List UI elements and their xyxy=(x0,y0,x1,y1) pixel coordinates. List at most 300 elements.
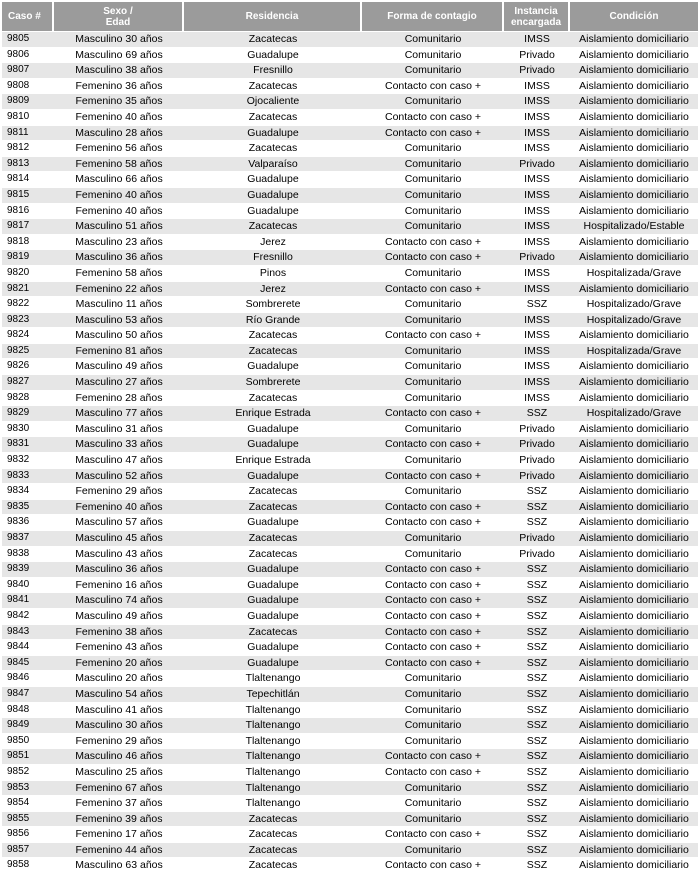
cell-condicion: Aislamiento domiciliario xyxy=(570,734,698,749)
cell-residencia: Guadalupe xyxy=(184,469,362,484)
cell-forma-contagio: Contacto con caso + xyxy=(362,609,504,624)
cell-instancia: SSZ xyxy=(504,609,570,624)
cell-caso: 9858 xyxy=(2,858,54,873)
cell-sexo-edad: Femenino 38 años xyxy=(54,625,184,640)
cell-residencia: Zacatecas xyxy=(184,827,362,842)
table-row xyxy=(2,718,698,733)
cell-condicion: Hospitalizada/Grave xyxy=(570,266,698,281)
table-row xyxy=(2,63,698,78)
cell-caso: 9825 xyxy=(2,344,54,359)
cell-instancia: Privado xyxy=(504,453,570,468)
cell-sexo-edad: Femenino 20 años xyxy=(54,656,184,671)
cell-condicion: Hospitalizado/Grave xyxy=(570,406,698,421)
cell-residencia: Tlaltenango xyxy=(184,749,362,764)
cell-condicion: Aislamiento domiciliario xyxy=(570,453,698,468)
cell-residencia: Tlaltenango xyxy=(184,796,362,811)
cell-residencia: Valparaíso xyxy=(184,157,362,172)
cell-caso: 9832 xyxy=(2,453,54,468)
cell-caso: 9841 xyxy=(2,593,54,608)
cell-instancia: Privado xyxy=(504,547,570,562)
cell-sexo-edad: Masculino 66 años xyxy=(54,172,184,187)
cell-condicion: Aislamiento domiciliario xyxy=(570,484,698,499)
cell-forma-contagio: Contacto con caso + xyxy=(362,110,504,125)
cell-sexo-edad: Femenino 40 años xyxy=(54,500,184,515)
cell-forma-contagio: Contacto con caso + xyxy=(362,235,504,250)
cell-forma-contagio: Contacto con caso + xyxy=(362,656,504,671)
cell-caso: 9805 xyxy=(2,32,54,47)
table-row xyxy=(2,671,698,686)
table-row xyxy=(2,313,698,328)
table-row xyxy=(2,359,698,374)
cell-sexo-edad: Femenino 58 años xyxy=(54,266,184,281)
cell-residencia: Sombrerete xyxy=(184,375,362,390)
cell-residencia: Guadalupe xyxy=(184,48,362,63)
cell-instancia: SSZ xyxy=(504,858,570,873)
cell-caso: 9836 xyxy=(2,515,54,530)
table-row xyxy=(2,172,698,187)
cell-condicion: Aislamiento domiciliario xyxy=(570,703,698,718)
cell-forma-contagio: Contacto con caso + xyxy=(362,406,504,421)
table-row xyxy=(2,79,698,94)
cell-caso: 9846 xyxy=(2,671,54,686)
cell-forma-contagio: Comunitario xyxy=(362,671,504,686)
cell-caso: 9839 xyxy=(2,562,54,577)
cell-forma-contagio: Comunitario xyxy=(362,188,504,203)
table-row xyxy=(2,593,698,608)
cell-sexo-edad: Masculino 27 años xyxy=(54,375,184,390)
table-row xyxy=(2,437,698,452)
cell-sexo-edad: Femenino 40 años xyxy=(54,204,184,219)
cell-condicion: Aislamiento domiciliario xyxy=(570,79,698,94)
cell-instancia: SSZ xyxy=(504,640,570,655)
cell-forma-contagio: Comunitario xyxy=(362,344,504,359)
cell-instancia: IMSS xyxy=(504,110,570,125)
cell-forma-contagio: Comunitario xyxy=(362,843,504,858)
cell-sexo-edad: Masculino 11 años xyxy=(54,297,184,312)
cell-residencia: Zacatecas xyxy=(184,547,362,562)
cell-residencia: Zacatecas xyxy=(184,32,362,47)
cell-forma-contagio: Comunitario xyxy=(362,718,504,733)
cell-caso: 9818 xyxy=(2,235,54,250)
cell-sexo-edad: Masculino 30 años xyxy=(54,718,184,733)
cell-forma-contagio: Comunitario xyxy=(362,172,504,187)
cell-sexo-edad: Femenino 17 años xyxy=(54,827,184,842)
cell-forma-contagio: Contacto con caso + xyxy=(362,858,504,873)
cell-condicion: Aislamiento domiciliario xyxy=(570,812,698,827)
table-row xyxy=(2,656,698,671)
cell-sexo-edad: Femenino 16 años xyxy=(54,578,184,593)
cell-sexo-edad: Masculino 41 años xyxy=(54,703,184,718)
cell-caso: 9830 xyxy=(2,422,54,437)
cell-residencia: Tlaltenango xyxy=(184,671,362,686)
cell-condicion: Aislamiento domiciliario xyxy=(570,110,698,125)
cell-residencia: Guadalupe xyxy=(184,359,362,374)
cell-condicion: Aislamiento domiciliario xyxy=(570,609,698,624)
cell-caso: 9811 xyxy=(2,126,54,141)
cell-sexo-edad: Masculino 51 años xyxy=(54,219,184,234)
cell-caso: 9828 xyxy=(2,391,54,406)
table-row xyxy=(2,858,698,873)
cell-caso: 9856 xyxy=(2,827,54,842)
cell-caso: 9817 xyxy=(2,219,54,234)
cell-instancia: SSZ xyxy=(504,734,570,749)
header-instancia-label: Instancia xyxy=(514,5,558,17)
cell-instancia: Privado xyxy=(504,531,570,546)
table-row xyxy=(2,827,698,842)
cell-caso: 9826 xyxy=(2,359,54,374)
cell-forma-contagio: Comunitario xyxy=(362,734,504,749)
cell-condicion: Hospitalizado/Estable xyxy=(570,219,698,234)
cell-caso: 9814 xyxy=(2,172,54,187)
table-row xyxy=(2,344,698,359)
cell-instancia: IMSS xyxy=(504,141,570,156)
cell-instancia: IMSS xyxy=(504,375,570,390)
cell-caso: 9833 xyxy=(2,469,54,484)
cell-sexo-edad: Masculino 46 años xyxy=(54,749,184,764)
cell-residencia: Zacatecas xyxy=(184,531,362,546)
cell-forma-contagio: Comunitario xyxy=(362,422,504,437)
cell-forma-contagio: Comunitario xyxy=(362,531,504,546)
cell-forma-contagio: Contacto con caso + xyxy=(362,515,504,530)
table-row xyxy=(2,781,698,796)
header-encargada-label: encargada xyxy=(510,16,562,28)
cell-sexo-edad: Masculino 49 años xyxy=(54,359,184,374)
table-row xyxy=(2,375,698,390)
cell-instancia: IMSS xyxy=(504,79,570,94)
table-row xyxy=(2,812,698,827)
cell-forma-contagio: Comunitario xyxy=(362,32,504,47)
table-row xyxy=(2,625,698,640)
cell-residencia: Río Grande xyxy=(184,313,362,328)
cell-instancia: SSZ xyxy=(504,843,570,858)
table-row xyxy=(2,204,698,219)
table-row xyxy=(2,531,698,546)
cell-forma-contagio: Comunitario xyxy=(362,781,504,796)
cell-caso: 9815 xyxy=(2,188,54,203)
cell-caso: 9848 xyxy=(2,703,54,718)
cell-instancia: IMSS xyxy=(504,313,570,328)
cell-condicion: Aislamiento domiciliario xyxy=(570,375,698,390)
cell-sexo-edad: Masculino 49 años xyxy=(54,609,184,624)
table-row xyxy=(2,765,698,780)
cell-residencia: Jerez xyxy=(184,282,362,297)
table-row xyxy=(2,188,698,203)
cell-sexo-edad: Femenino 37 años xyxy=(54,796,184,811)
cell-instancia: SSZ xyxy=(504,656,570,671)
cell-residencia: Zacatecas xyxy=(184,484,362,499)
header-forma-contagio: Forma de contagio xyxy=(362,2,504,31)
cell-forma-contagio: Contacto con caso + xyxy=(362,749,504,764)
cell-caso: 9812 xyxy=(2,141,54,156)
cell-caso: 9851 xyxy=(2,749,54,764)
cell-sexo-edad: Femenino 36 años xyxy=(54,79,184,94)
cell-residencia: Zacatecas xyxy=(184,391,362,406)
header-condicion: Condición xyxy=(570,2,698,31)
cell-residencia: Ojocaliente xyxy=(184,94,362,109)
table-row xyxy=(2,515,698,530)
cell-forma-contagio: Comunitario xyxy=(362,796,504,811)
cell-sexo-edad: Masculino 69 años xyxy=(54,48,184,63)
cell-residencia: Guadalupe xyxy=(184,640,362,655)
cell-residencia: Guadalupe xyxy=(184,188,362,203)
cell-instancia: SSZ xyxy=(504,749,570,764)
cell-forma-contagio: Contacto con caso + xyxy=(362,578,504,593)
cell-residencia: Zacatecas xyxy=(184,219,362,234)
table-body xyxy=(2,32,698,873)
cell-condicion: Aislamiento domiciliario xyxy=(570,671,698,686)
cell-condicion: Aislamiento domiciliario xyxy=(570,235,698,250)
cell-caso: 9847 xyxy=(2,687,54,702)
cell-instancia: IMSS xyxy=(504,328,570,343)
cell-forma-contagio: Comunitario xyxy=(362,266,504,281)
cell-caso: 9853 xyxy=(2,781,54,796)
cell-forma-contagio: Contacto con caso + xyxy=(362,593,504,608)
cell-sexo-edad: Masculino 43 años xyxy=(54,547,184,562)
cell-residencia: Guadalupe xyxy=(184,437,362,452)
cell-residencia: Guadalupe xyxy=(184,126,362,141)
cell-caso: 9834 xyxy=(2,484,54,499)
cell-instancia: IMSS xyxy=(504,344,570,359)
cell-forma-contagio: Contacto con caso + xyxy=(362,437,504,452)
cell-instancia: IMSS xyxy=(504,32,570,47)
cell-condicion: Aislamiento domiciliario xyxy=(570,359,698,374)
table-row xyxy=(2,297,698,312)
cell-condicion: Aislamiento domiciliario xyxy=(570,843,698,858)
cell-instancia: SSZ xyxy=(504,703,570,718)
cell-condicion: Aislamiento domiciliario xyxy=(570,687,698,702)
cell-instancia: SSZ xyxy=(504,718,570,733)
cell-residencia: Zacatecas xyxy=(184,812,362,827)
cell-condicion: Aislamiento domiciliario xyxy=(570,141,698,156)
cell-instancia: SSZ xyxy=(504,515,570,530)
cell-instancia: SSZ xyxy=(504,796,570,811)
cell-sexo-edad: Femenino 40 años xyxy=(54,188,184,203)
cell-residencia: Tlaltenango xyxy=(184,765,362,780)
cell-caso: 9813 xyxy=(2,157,54,172)
cell-caso: 9850 xyxy=(2,734,54,749)
cell-caso: 9844 xyxy=(2,640,54,655)
cell-forma-contagio: Contacto con caso + xyxy=(362,469,504,484)
cell-residencia: Guadalupe xyxy=(184,609,362,624)
cell-caso: 9852 xyxy=(2,765,54,780)
cell-residencia: Tlaltenango xyxy=(184,781,362,796)
cell-forma-contagio: Comunitario xyxy=(362,375,504,390)
header-caso: Caso # xyxy=(2,2,54,31)
cell-residencia: Tepechitlán xyxy=(184,687,362,702)
table-row xyxy=(2,94,698,109)
header-sexo-edad xyxy=(54,2,184,31)
cell-sexo-edad: Masculino 74 años xyxy=(54,593,184,608)
cell-forma-contagio: Contacto con caso + xyxy=(362,765,504,780)
table-row xyxy=(2,484,698,499)
cell-residencia: Zacatecas xyxy=(184,79,362,94)
cell-residencia: Guadalupe xyxy=(184,593,362,608)
cell-sexo-edad: Masculino 77 años xyxy=(54,406,184,421)
cell-caso: 9822 xyxy=(2,297,54,312)
cell-condicion: Aislamiento domiciliario xyxy=(570,858,698,873)
cell-sexo-edad: Femenino 81 años xyxy=(54,344,184,359)
cell-forma-contagio: Comunitario xyxy=(362,391,504,406)
cell-caso: 9854 xyxy=(2,796,54,811)
table-row xyxy=(2,640,698,655)
cell-condicion: Aislamiento domiciliario xyxy=(570,391,698,406)
table-row xyxy=(2,406,698,421)
cell-condicion: Aislamiento domiciliario xyxy=(570,578,698,593)
cell-instancia: Privado xyxy=(504,48,570,63)
cell-residencia: Zacatecas xyxy=(184,141,362,156)
cell-condicion: Aislamiento domiciliario xyxy=(570,204,698,219)
cell-sexo-edad: Femenino 40 años xyxy=(54,110,184,125)
cell-caso: 9845 xyxy=(2,656,54,671)
cell-instancia: IMSS xyxy=(504,126,570,141)
cell-residencia: Guadalupe xyxy=(184,422,362,437)
cell-caso: 9809 xyxy=(2,94,54,109)
table-row xyxy=(2,734,698,749)
cell-residencia: Guadalupe xyxy=(184,204,362,219)
cell-sexo-edad: Masculino 25 años xyxy=(54,765,184,780)
cell-instancia: Privado xyxy=(504,157,570,172)
table-header xyxy=(2,2,698,31)
cell-caso: 9843 xyxy=(2,625,54,640)
header-edad-label: Edad xyxy=(105,16,131,28)
table-row xyxy=(2,843,698,858)
cell-forma-contagio: Contacto con caso + xyxy=(362,640,504,655)
table-row xyxy=(2,219,698,234)
cell-caso: 9831 xyxy=(2,437,54,452)
cell-forma-contagio: Comunitario xyxy=(362,63,504,78)
cell-forma-contagio: Contacto con caso + xyxy=(362,79,504,94)
cell-instancia: Privado xyxy=(504,250,570,265)
table-row xyxy=(2,796,698,811)
cell-condicion: Aislamiento domiciliario xyxy=(570,796,698,811)
cell-sexo-edad: Masculino 38 años xyxy=(54,63,184,78)
cell-caso: 9806 xyxy=(2,48,54,63)
cell-condicion: Aislamiento domiciliario xyxy=(570,749,698,764)
cell-sexo-edad: Femenino 28 años xyxy=(54,391,184,406)
table-row xyxy=(2,422,698,437)
cell-caso: 9808 xyxy=(2,79,54,94)
table-row xyxy=(2,110,698,125)
cell-residencia: Fresnillo xyxy=(184,250,362,265)
cell-condicion: Aislamiento domiciliario xyxy=(570,656,698,671)
cell-condicion: Aislamiento domiciliario xyxy=(570,625,698,640)
cell-condicion: Aislamiento domiciliario xyxy=(570,781,698,796)
cell-condicion: Aislamiento domiciliario xyxy=(570,172,698,187)
cell-caso: 9807 xyxy=(2,63,54,78)
table-row xyxy=(2,328,698,343)
cell-sexo-edad: Masculino 53 años xyxy=(54,313,184,328)
cell-residencia: Guadalupe xyxy=(184,515,362,530)
cell-sexo-edad: Femenino 29 años xyxy=(54,484,184,499)
cell-condicion: Aislamiento domiciliario xyxy=(570,827,698,842)
cell-sexo-edad: Masculino 63 años xyxy=(54,858,184,873)
cell-condicion: Aislamiento domiciliario xyxy=(570,765,698,780)
cell-caso: 9823 xyxy=(2,313,54,328)
cell-residencia: Zacatecas xyxy=(184,110,362,125)
cell-residencia: Zacatecas xyxy=(184,843,362,858)
cell-condicion: Aislamiento domiciliario xyxy=(570,531,698,546)
cell-sexo-edad: Masculino 20 años xyxy=(54,671,184,686)
cell-caso: 9835 xyxy=(2,500,54,515)
cell-instancia: IMSS xyxy=(504,172,570,187)
cell-condicion: Aislamiento domiciliario xyxy=(570,63,698,78)
cell-instancia: SSZ xyxy=(504,562,570,577)
cell-caso: 9855 xyxy=(2,812,54,827)
cell-residencia: Guadalupe xyxy=(184,578,362,593)
cell-condicion: Aislamiento domiciliario xyxy=(570,422,698,437)
cell-condicion: Aislamiento domiciliario xyxy=(570,718,698,733)
cell-condicion: Aislamiento domiciliario xyxy=(570,94,698,109)
cell-sexo-edad: Masculino 50 años xyxy=(54,328,184,343)
cell-sexo-edad: Femenino 22 años xyxy=(54,282,184,297)
cell-condicion: Aislamiento domiciliario xyxy=(570,640,698,655)
cell-caso: 9857 xyxy=(2,843,54,858)
cell-caso: 9829 xyxy=(2,406,54,421)
cell-caso: 9816 xyxy=(2,204,54,219)
cell-residencia: Enrique Estrada xyxy=(184,406,362,421)
cell-forma-contagio: Contacto con caso + xyxy=(362,827,504,842)
cell-instancia: Privado xyxy=(504,437,570,452)
cell-caso: 9842 xyxy=(2,609,54,624)
cell-forma-contagio: Contacto con caso + xyxy=(362,328,504,343)
cell-instancia: SSZ xyxy=(504,687,570,702)
cell-residencia: Tlaltenango xyxy=(184,718,362,733)
cell-forma-contagio: Comunitario xyxy=(362,157,504,172)
table-row xyxy=(2,687,698,702)
cell-sexo-edad: Masculino 54 años xyxy=(54,687,184,702)
cell-caso: 9827 xyxy=(2,375,54,390)
cell-condicion: Aislamiento domiciliario xyxy=(570,48,698,63)
cell-residencia: Zacatecas xyxy=(184,328,362,343)
cell-condicion: Aislamiento domiciliario xyxy=(570,547,698,562)
cell-residencia: Guadalupe xyxy=(184,656,362,671)
cell-forma-contagio: Comunitario xyxy=(362,313,504,328)
cell-instancia: SSZ xyxy=(504,625,570,640)
cell-forma-contagio: Comunitario xyxy=(362,94,504,109)
cell-sexo-edad: Femenino 39 años xyxy=(54,812,184,827)
cell-condicion: Hospitalizada/Grave xyxy=(570,344,698,359)
cell-instancia: IMSS xyxy=(504,282,570,297)
cell-forma-contagio: Comunitario xyxy=(362,484,504,499)
cell-condicion: Aislamiento domiciliario xyxy=(570,32,698,47)
cell-sexo-edad: Femenino 67 años xyxy=(54,781,184,796)
cell-instancia: IMSS xyxy=(504,219,570,234)
cell-caso: 9810 xyxy=(2,110,54,125)
cell-residencia: Zacatecas xyxy=(184,500,362,515)
cell-forma-contagio: Comunitario xyxy=(362,703,504,718)
table-row xyxy=(2,250,698,265)
table-row xyxy=(2,141,698,156)
cell-condicion: Aislamiento domiciliario xyxy=(570,328,698,343)
cell-caso: 9824 xyxy=(2,328,54,343)
cell-forma-contagio: Comunitario xyxy=(362,687,504,702)
table-row xyxy=(2,547,698,562)
cell-sexo-edad: Masculino 45 años xyxy=(54,531,184,546)
cell-instancia: Privado xyxy=(504,469,570,484)
cell-sexo-edad: Masculino 52 años xyxy=(54,469,184,484)
cell-residencia: Zacatecas xyxy=(184,344,362,359)
cell-condicion: Aislamiento domiciliario xyxy=(570,562,698,577)
cell-sexo-edad: Masculino 31 años xyxy=(54,422,184,437)
cell-residencia: Jerez xyxy=(184,235,362,250)
cell-forma-contagio: Contacto con caso + xyxy=(362,500,504,515)
cell-condicion: Aislamiento domiciliario xyxy=(570,469,698,484)
cell-forma-contagio: Comunitario xyxy=(362,812,504,827)
cell-instancia: SSZ xyxy=(504,297,570,312)
table-row xyxy=(2,266,698,281)
cell-residencia: Pinos xyxy=(184,266,362,281)
cell-residencia: Zacatecas xyxy=(184,858,362,873)
